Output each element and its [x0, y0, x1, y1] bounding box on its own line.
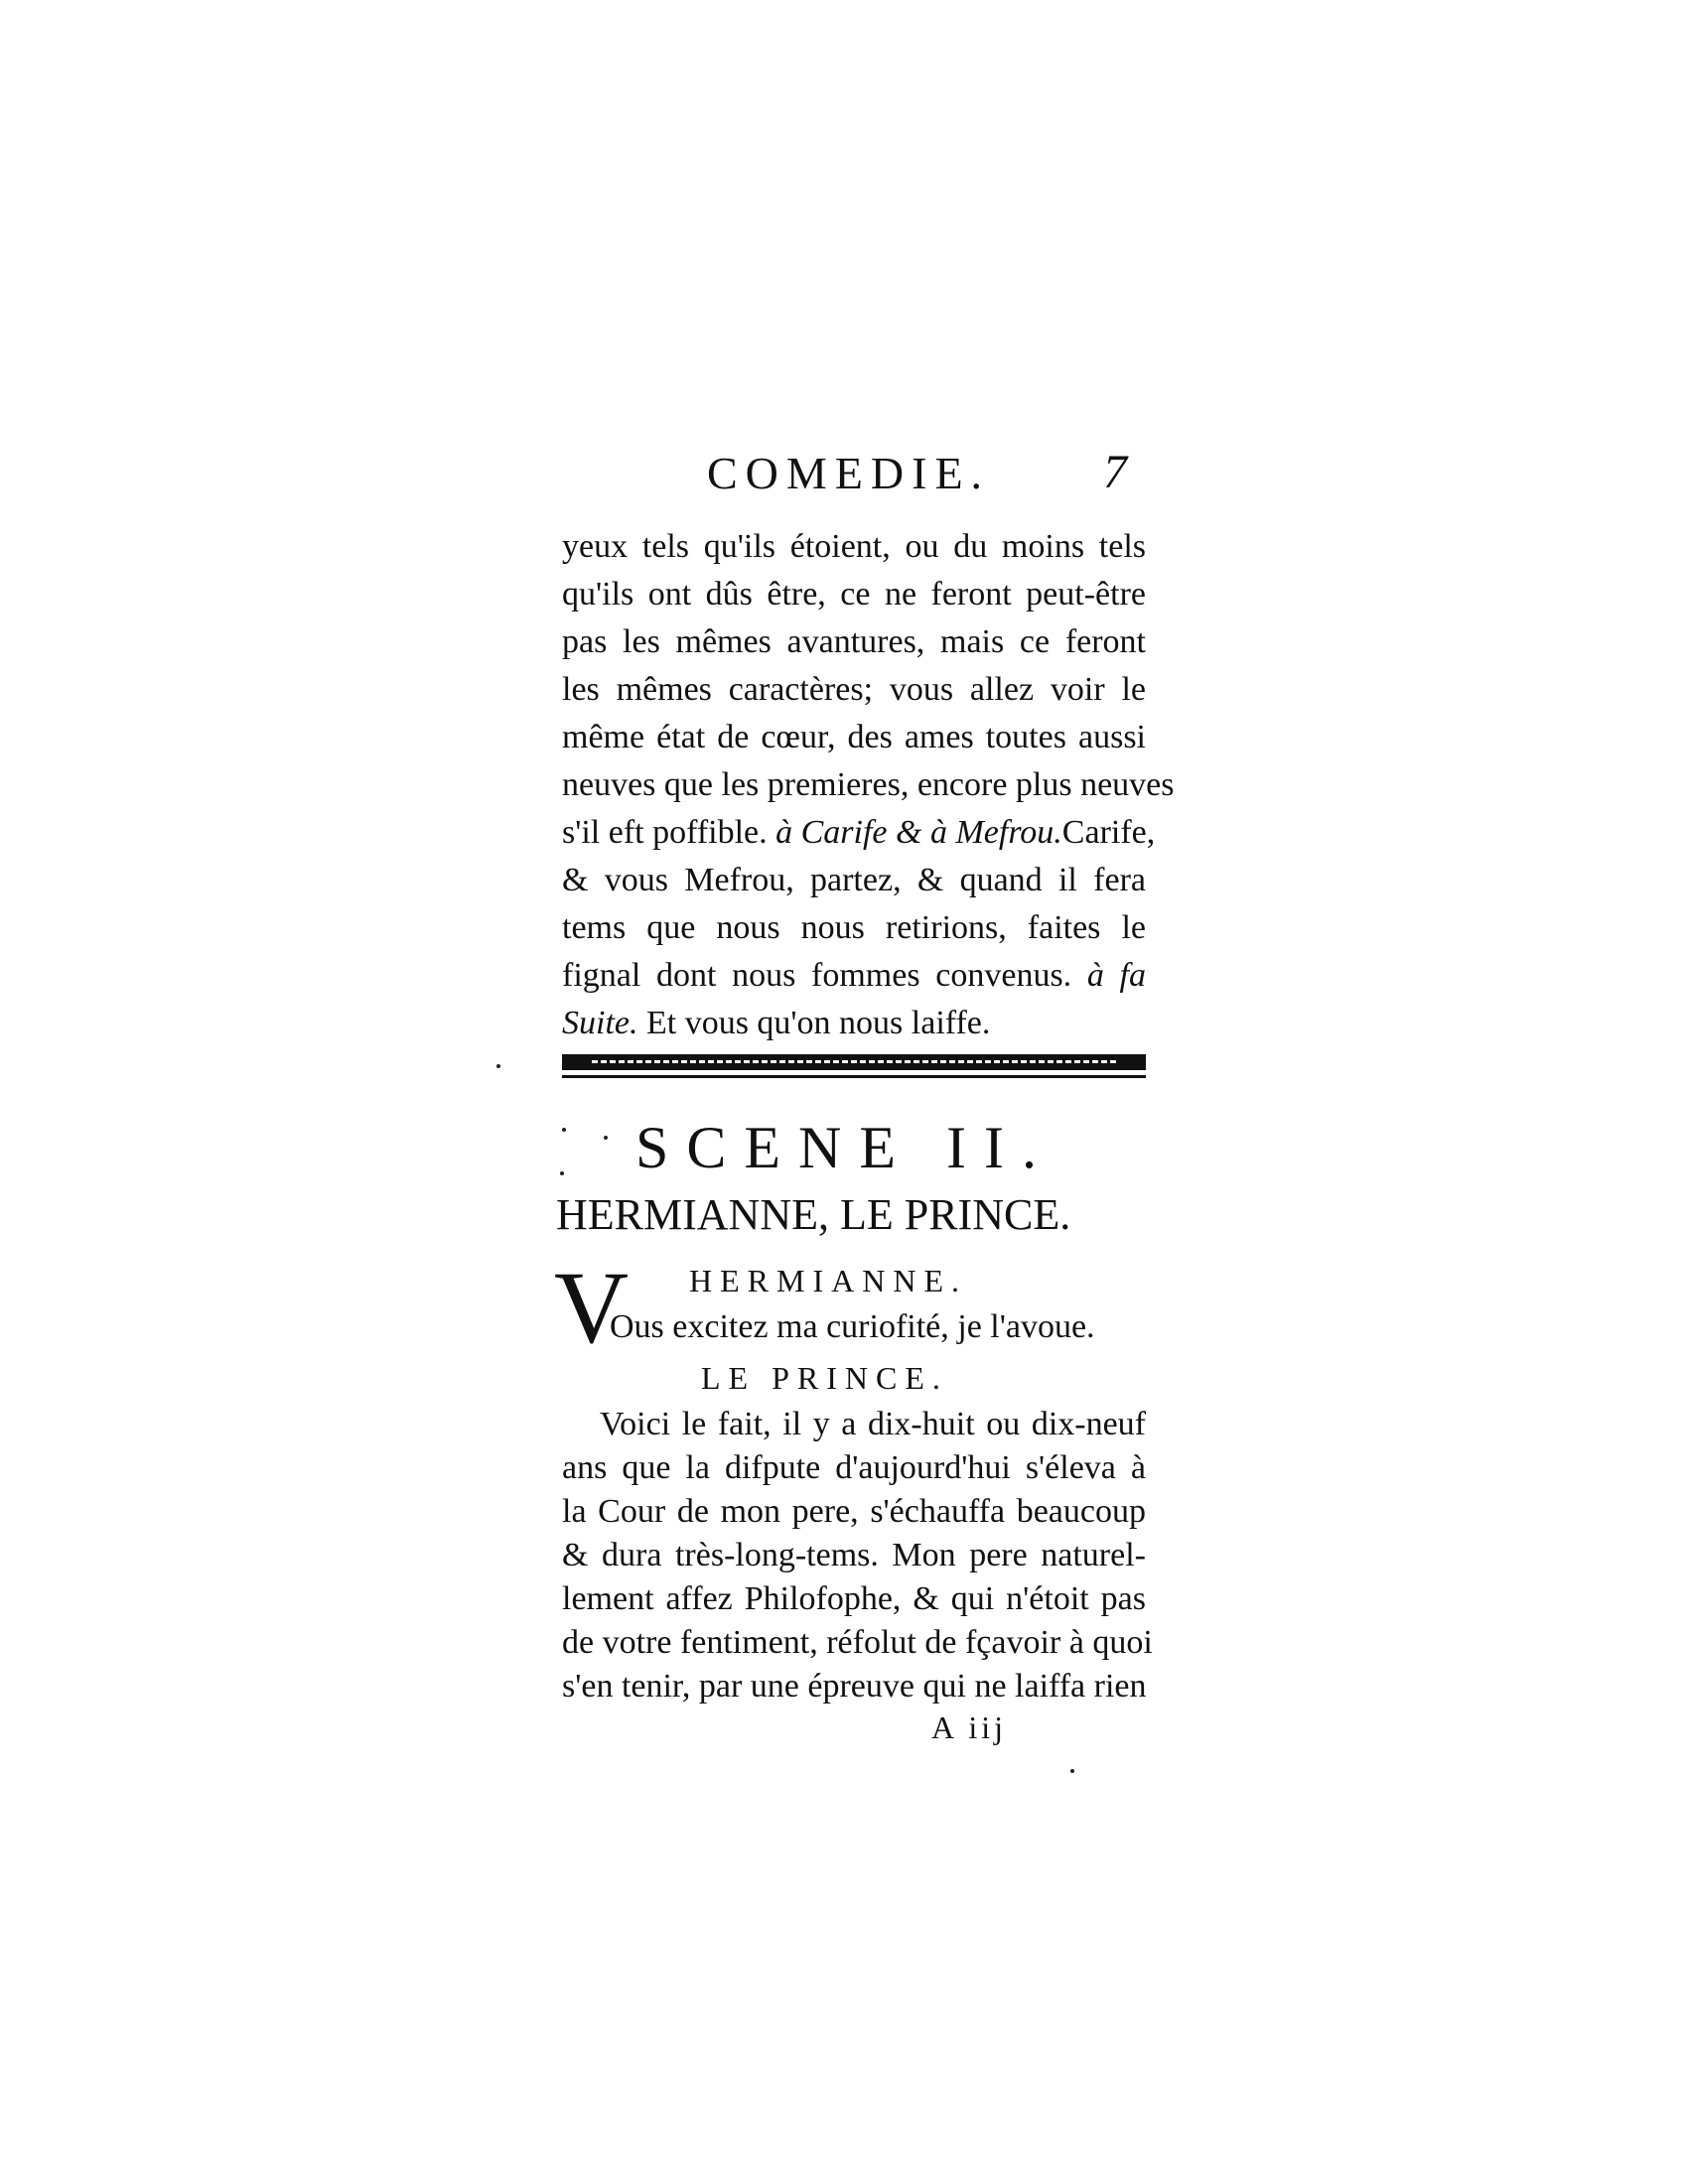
text-line: ans que la difpute d'aujourd'hui s'éleva à: [562, 1449, 1146, 1486]
stage-direction: Suite.: [562, 1005, 638, 1041]
running-title: COMEDIE.: [707, 448, 991, 498]
text-segment: fignal dont nous fommes convenus.: [562, 957, 1087, 994]
text-line: de votre fentiment, réfolut de fçavoir à quoi: [562, 1624, 1153, 1661]
drop-cap: V: [554, 1251, 630, 1365]
text-segment: s'il eft poffible.: [562, 814, 776, 851]
speaker-name: HERMIANNE.: [689, 1263, 967, 1298]
text-line: s'en tenir, par une épreuve qui ne laiffa rien: [562, 1668, 1147, 1705]
text-line: & dura très-long-tems. Mon pere naturel-: [562, 1537, 1146, 1573]
dialogue-line: Ous excitez ma curiofité, je l'avoue.: [610, 1308, 1095, 1345]
text-line: les mêmes caractères; vous allez voir le: [562, 671, 1146, 708]
print-speck: [562, 1128, 566, 1132]
text-line: lement affez Philofophe, & qui n'étoit pas: [562, 1580, 1146, 1617]
text-line: & vous Mefrou, partez, & quand il fera: [562, 862, 1146, 898]
text-line: Voici le fait, il y a dix-huit ou dix-neuf: [600, 1406, 1146, 1442]
rule-pattern: [592, 1060, 1116, 1066]
scene-characters: HERMIANNE, LE PRINCE.: [556, 1190, 1071, 1239]
rule-thin-bar: [562, 1075, 1146, 1078]
text-segment: Et vous qu'on nous laiffe.: [637, 1005, 991, 1041]
ornamental-rule: [562, 1054, 1146, 1080]
text-line: [562, 1001, 1146, 1046]
print-speck: [496, 1064, 500, 1068]
running-head: [552, 439, 1148, 508]
speaker-name: LE PRINCE.: [701, 1360, 948, 1396]
text-line: neuves que les premieres, encore plus neuves: [562, 766, 1175, 803]
print-speck: [604, 1136, 608, 1140]
stage-direction: à Carife & à Mefrou.: [775, 814, 1062, 851]
signature-mark: A iij: [931, 1709, 1008, 1745]
text-line: tems que nous nous retirions, faites le: [562, 909, 1146, 946]
stage-direction: à fa: [1086, 957, 1146, 994]
print-speck: [1070, 1769, 1074, 1773]
text-line: [562, 953, 1146, 999]
text-line: pas les mêmes avantures, mais ce feront: [562, 623, 1146, 660]
text-line: même état de cœur, des ames toutes aussi: [562, 719, 1146, 755]
text-line: [562, 810, 1156, 856]
text-line: yeux tels qu'ils étoient, ou du moins tels: [562, 528, 1146, 565]
page-number: 7: [1103, 446, 1127, 498]
text-segment: Carife,: [1061, 814, 1156, 851]
scene-heading: SCENE II.: [635, 1115, 1055, 1180]
text-line: qu'ils ont dûs être, ce ne feront peut-être: [562, 576, 1146, 613]
text-line: la Cour de mon pere, s'échauffa beaucoup: [562, 1493, 1146, 1530]
print-speck: [560, 1171, 564, 1175]
